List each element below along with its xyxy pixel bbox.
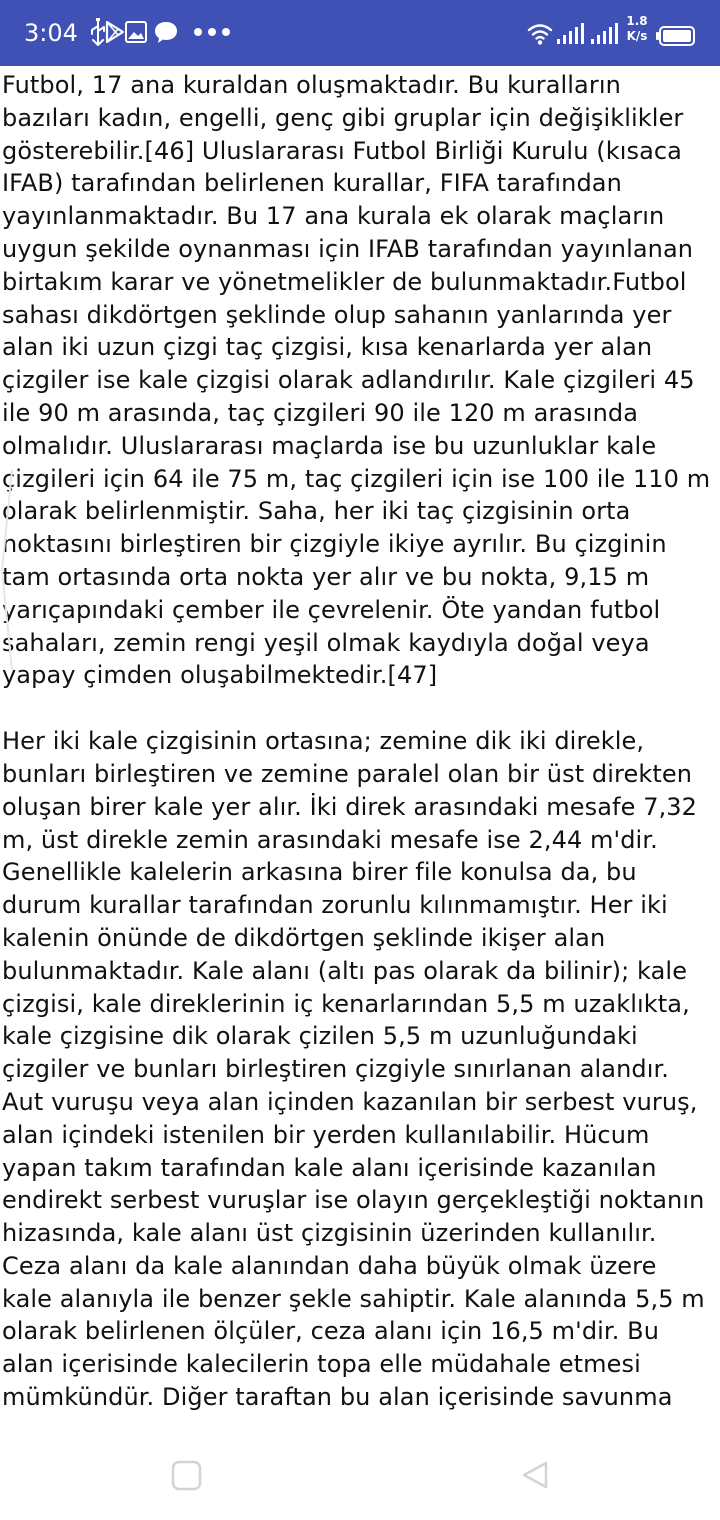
status-time: 3:04 — [24, 19, 78, 47]
play-store-icon — [104, 18, 126, 46]
signal-bars-icon — [590, 20, 618, 48]
article-content[interactable] — [0, 66, 720, 1440]
image-icon — [124, 18, 148, 46]
scroll-edge-indicator[interactable] — [0, 470, 14, 670]
more-dots-icon — [193, 18, 233, 46]
home-square-icon[interactable] — [170, 1458, 204, 1492]
navigation-bar — [0, 1440, 720, 1520]
back-triangle-icon[interactable] — [518, 1458, 552, 1492]
article-paragraph: Futbol, 17 ana kuraldan oluşmaktadır. Bu kuralların bazıları kadın, engelli, genç gibi gruplar için değişiklikler gösterebilir.[46] Uluslararası Futbol Birliği Kurulu (kısaca IFAB) tarafından belirlenen kurallar, FIFA tarafından yayınlanmaktadır. Bu 17 ana kurala ek olarak maçların uygun şekilde oynanması için IFAB tarafından yayınlanan birtakım karar ve yönetmelikler de bulunmaktadır.Futbol sahası dikdörtgen şeklinde olup sahanın yanlarında yer alan iki uzun çizgi taç çizgisi, kısa kenarlarda yer alan çizgiler ise kale çizgisi olarak adlandırılır. Kale çizgileri 45 ile 90 m arasında, taç çizgileri 90 ile 120 m arasında olmalıdır. Uluslararası maçlarda ise bu uzunluklar kale çizgileri için 64 ile 75 m, taç çizgileri için ise 100 ile 110 m olarak belirlenmiştir. Saha, her iki taç çizgisinin orta noktasını birleştiren bir çizgiyle ikiye ayrılır. Bu çizginin tam ortasında orta nokta yer alır ve bu nokta, 9,15 m yarıçapındaki çember ile çevrelenir. Öte yandan futbol sahaları, zemin rengi yeşil olmak kaydıyla doğal veya yapay çimden oluşabilmektedir.[47] — [2, 71, 711, 690]
net-speed-unit: K/s — [626, 29, 648, 43]
wifi-icon — [527, 20, 553, 48]
net-speed-value: 1.8 — [626, 14, 648, 28]
status-bar — [0, 0, 720, 66]
battery-icon — [656, 22, 696, 50]
signal-bars-icon — [556, 20, 584, 48]
article-paragraph: Her iki kale çizgisinin ortasına; zemine dik iki direkle, bunları birleştiren ve zemine paralel olan bir üst direkten oluşan birer kale yer alır. İki direk arasındaki mesafe 7,32 m, üst direkle zemin arasındaki mesafe ise 2,44 m'dir. Genellikle kalelerin arkasına birer file konulsa da, bu durum kurallar tarafından zorunlu kılınmamıştır. Her iki kalenin önünde de dikdörtgen şeklinde ikişer alan bulunmaktadır. Kale alanı (altı pas olarak da bilinir); kale çizgisi, kale direklerinin iç kenarlarından 5,5 m uzaklıkta, kale çizgisine dik olarak çizilen 5,5 m uzunluğundaki çizgiler ve bunları birleştiren çizgiyle sınırlanan alandır. Aut vuruşu veya alan içinden kazanılan bir serbest vuruş, alan içindeki istenilen bir yerden kullanılabilir. Hücum yapan takım tarafından kale alanı içerisinde kazanılan endirekt serbest vuruşlar ise olayın gerçekleştiği noktanın hizasında, kale alanı üst çizgisinin üzerinden kullanılır. Ceza alanı da kale alanından daha büyük olmak üzere kale alanıyla ile benzer şekle sahiptir. Kale alanında 5,5 m olarak belirlenen ölçüler, ceza alanı için 16,5 m'dir. Bu alan içerisinde kalecilerin topa elle müdahale etmesi mümkündür. Diğer taraftan bu alan içerisinde savunma — [2, 727, 705, 1412]
chat-icon — [153, 18, 179, 46]
paragraph-spacer — [0, 692, 720, 725]
net-speed-indicator — [623, 14, 651, 44]
